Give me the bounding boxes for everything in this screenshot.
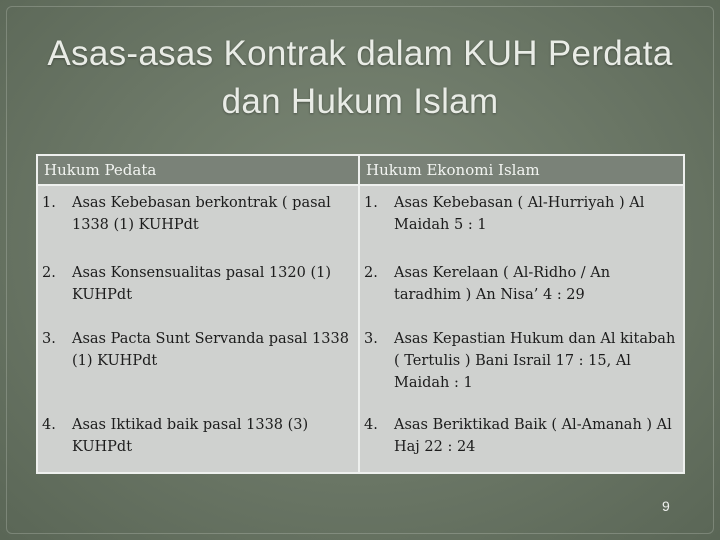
item-text: Asas Kebebasan ( Al-Hurriyah ) Al Maidah 5 : 1 xyxy=(394,195,645,233)
cell-left xyxy=(37,256,359,322)
cell-left xyxy=(37,185,359,256)
item-number: 2. xyxy=(42,265,56,281)
item-number: 3. xyxy=(364,331,378,347)
item-text: Asas Kebebasan berkontrak ( pasal 1338 (1) KUHPdt xyxy=(72,195,331,233)
cell-right xyxy=(359,408,684,473)
item-text: Asas Konsensualitas pasal 1320 (1) KUHPdt xyxy=(72,265,332,303)
header-hukum-ekonomi-islam: Hukum Ekonomi Islam xyxy=(359,155,684,185)
item-number: 4. xyxy=(364,417,378,433)
item-number: 1. xyxy=(364,195,378,211)
item-text: Asas Kepastian Hukum dan Al kitabah ( Tertulis ) Bani Israil 17 : 15, Al Maidah : 1 xyxy=(394,331,676,391)
item-number: 1. xyxy=(42,195,56,211)
item-text: Asas Iktikad baik pasal 1338 (3) KUHPdt xyxy=(72,417,309,455)
table-row xyxy=(37,322,684,408)
cell-right xyxy=(359,256,684,322)
header-row xyxy=(37,155,684,185)
header-hukum-pedata: Hukum Pedata xyxy=(37,155,359,185)
item-text: Asas Pacta Sunt Servanda pasal 1338 (1) KUHPdt xyxy=(72,331,349,369)
title-line-1: Asas-asas Kontrak dalam KUH Perdata xyxy=(47,34,673,73)
item-number: 2. xyxy=(364,265,378,281)
page-number: 9 xyxy=(662,498,670,514)
cell-left xyxy=(37,408,359,473)
comparison-table xyxy=(36,154,685,474)
cell-left xyxy=(37,322,359,408)
item-text: Asas Beriktikad Baik ( Al-Amanah ) Al Haj 22 : 24 xyxy=(394,417,672,455)
cell-right xyxy=(359,322,684,408)
title-line-2: dan Hukum Islam xyxy=(221,82,499,121)
item-number: 4. xyxy=(42,417,56,433)
item-number: 3. xyxy=(42,331,56,347)
cell-right xyxy=(359,185,684,256)
table-row xyxy=(37,256,684,322)
table-row xyxy=(37,185,684,256)
item-text: Asas Kerelaan ( Al-Ridho / An taradhim ) An Nisa’ 4 : 29 xyxy=(394,265,611,303)
slide-title xyxy=(0,30,720,126)
table-row xyxy=(37,408,684,473)
